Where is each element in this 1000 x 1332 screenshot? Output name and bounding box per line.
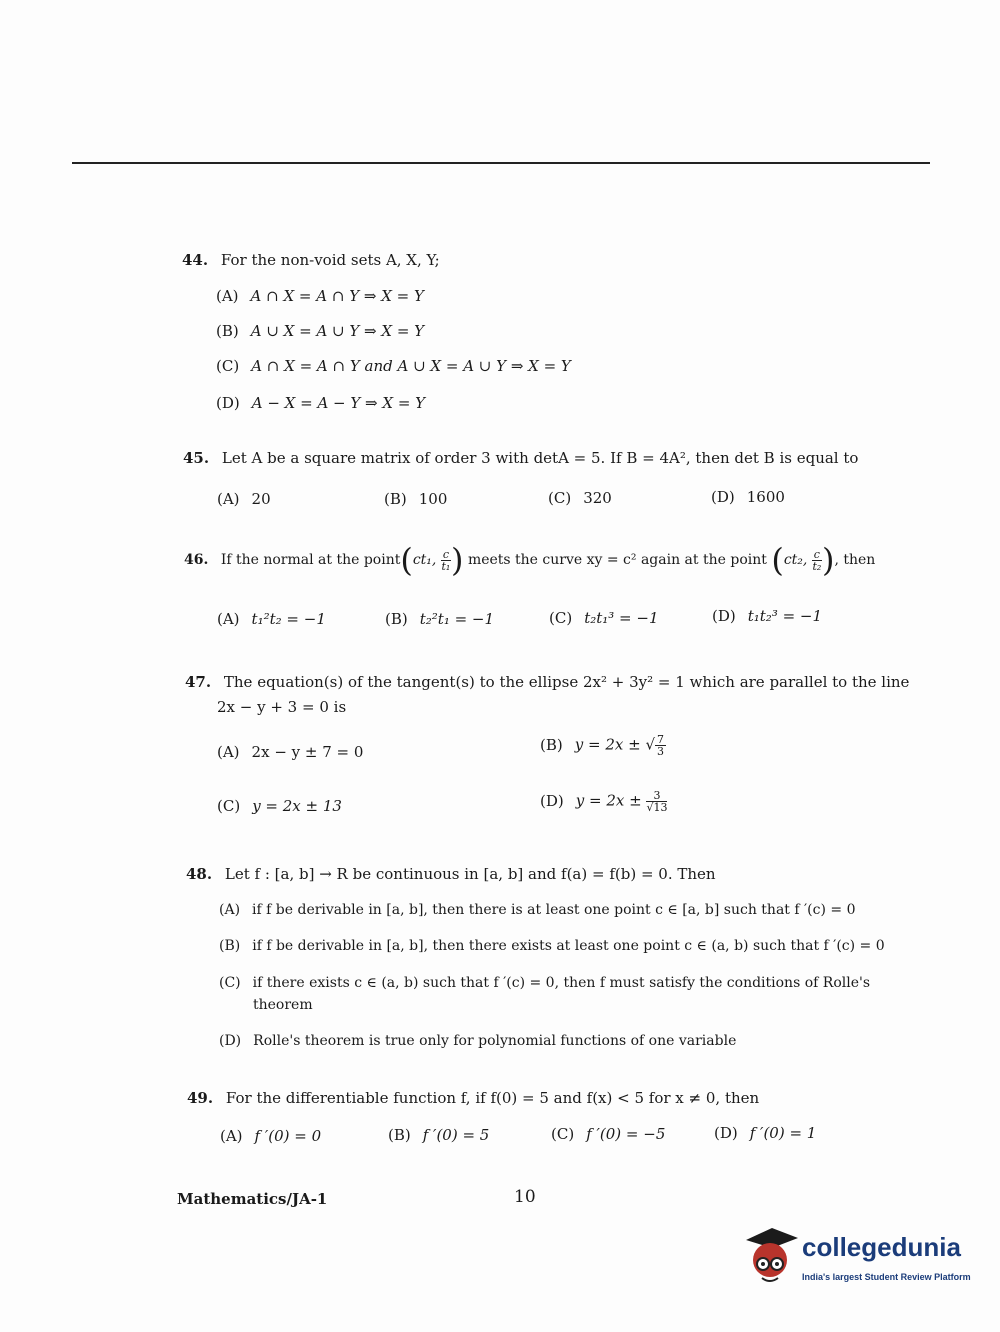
option-d[interactable]: (D) 1600 — [711, 488, 785, 506]
option-b[interactable]: (B) f ′(0) = 5 — [388, 1126, 490, 1144]
option-a[interactable]: (A) A ∩ X = A ∩ Y ⇒ X = Y — [216, 287, 424, 305]
option-c-continued: theorem — [253, 997, 313, 1013]
option-c[interactable]: (C) f ′(0) = −5 — [551, 1125, 666, 1143]
question-number: 44. — [182, 251, 209, 269]
question-stem: The equation(s) of the tangent(s) to the ellipse 2x² + 3y² = 1 which are parallel to the line — [223, 673, 910, 691]
question-number: 48. — [186, 865, 213, 883]
page-number: 10 — [514, 1187, 536, 1207]
collegedunia-logo[interactable] — [742, 1226, 972, 1288]
question-number: 45. — [183, 449, 210, 467]
option-a[interactable]: (A) 20 — [217, 490, 271, 508]
option-c[interactable]: (C) if there exists c ∈ (a, b) such that f ′(c) = 0, then f must satisfy the conditions of Rolle's — [219, 975, 871, 991]
fraction: $\frac{c}{\text{t₂}}$ — [812, 547, 822, 573]
option-b[interactable]: (B) A ∪ X = A ∪ Y ⇒ X = Y — [216, 322, 425, 340]
option-a[interactable]: (A) t₁²t₂ = −1 — [217, 610, 326, 628]
question-stem: For the differentiable function f, if f(0) = 5 and f(x) < 5 for x ≠ 0, then — [225, 1089, 760, 1107]
option-c[interactable]: (C) 320 — [548, 489, 612, 507]
option-d[interactable]: (D) A − X = A − Y ⇒ X = Y — [216, 394, 426, 412]
option-c[interactable]: (C) t₂t₁³ = −1 — [549, 609, 659, 627]
question-stem: Let A be a square matrix of order 3 with detA = 5. If B = 4A², then det B is equal to — [221, 449, 859, 467]
question-stem: For the non-void sets A, X, Y; — [220, 251, 440, 269]
option-d[interactable]: (D) t₁t₂³ = −1 — [712, 607, 823, 625]
option-b[interactable]: (B) 100 — [384, 490, 448, 508]
fraction: $\frac{3}{√13}$ — [646, 789, 668, 814]
question-stem: Let f : [a, b] → R be continuous in [a, b] and f(a) = f(b) = 0. Then — [224, 865, 716, 883]
option-d[interactable]: (D) y = 2x ± $\frac{3}{√13}$ — [540, 789, 668, 814]
question-number: 46. — [184, 552, 209, 568]
option-b[interactable]: (B) y = 2x ± √ $\frac{7}{3}$ — [540, 733, 664, 758]
header-rule — [72, 162, 930, 164]
logo-tagline: India's largest Student Review Platform — [802, 1272, 971, 1282]
option-b[interactable]: (B) t₂²t₁ = −1 — [385, 610, 495, 628]
subject-code: Mathematics/JA-1 — [177, 1190, 328, 1208]
question-number: 49. — [187, 1089, 214, 1107]
square-root: √ $\frac{7}{3}$ — [645, 733, 664, 758]
mascot-icon — [742, 1226, 800, 1288]
question-number: 47. — [185, 673, 212, 691]
option-a[interactable]: (A) 2x − y ± 7 = 0 — [217, 743, 364, 761]
option-c[interactable]: (C) A ∩ X = A ∩ Y and A ∪ X = A ∪ Y ⇒ X = Y — [216, 357, 571, 375]
option-c[interactable]: (C) y = 2x ± 13 — [217, 797, 342, 815]
option-a[interactable]: (A) if f be derivable in [a, b], then there is at least one point c ∈ [a, b] such that f ′(c) = 0 — [219, 902, 856, 918]
option-d[interactable]: (D) Rolle's theorem is true only for polynomial functions of one variable — [219, 1033, 737, 1049]
logo-name: collegedunia — [802, 1232, 961, 1262]
option-a[interactable]: (A) f ′(0) = 0 — [220, 1127, 322, 1145]
option-b[interactable]: (B) if f be derivable in [a, b], then there exists at least one point c ∈ (a, b) such that f ′(c) = 0 — [219, 938, 885, 954]
question-stem-line2: 2x − y + 3 = 0 is — [217, 698, 347, 716]
fraction: $\frac{c}{\text{t₁}}$ — [441, 547, 451, 573]
option-d[interactable]: (D) f ′(0) = 1 — [714, 1124, 817, 1142]
